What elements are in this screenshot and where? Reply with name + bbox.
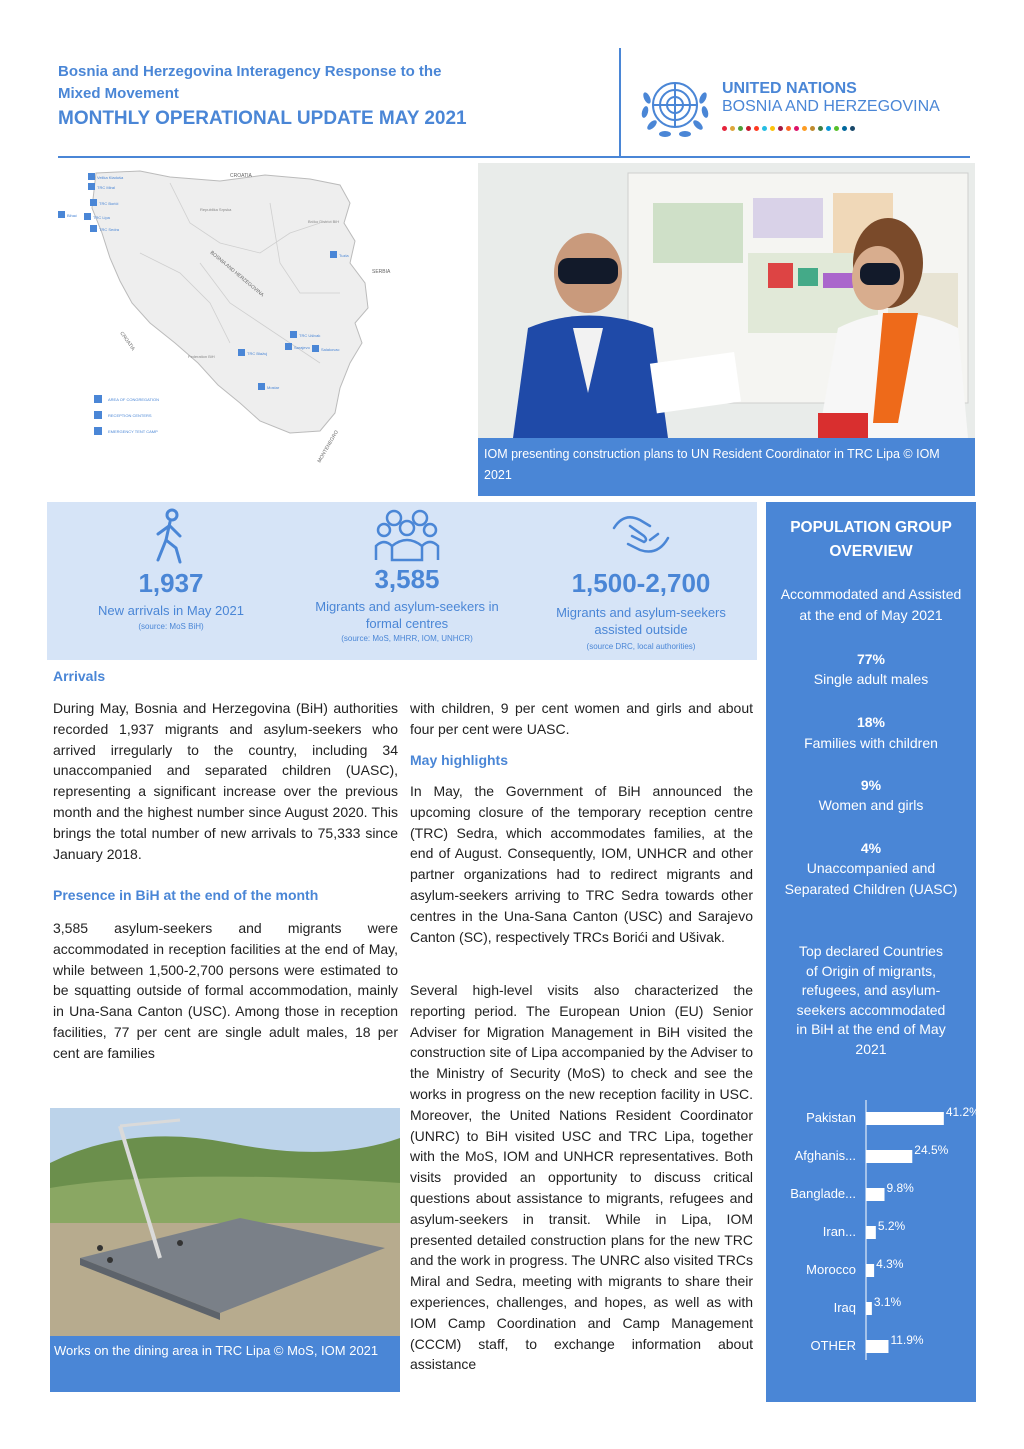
stat-assisted-outside-source: (source DRC, local authorities)	[586, 642, 696, 651]
heading-highlights: May highlights	[410, 752, 508, 768]
stat-new-arrivals-source: (source: MoS BiH)	[138, 622, 204, 631]
group-label-single-males: Single adult males	[813, 671, 929, 687]
map-site-label: Velika Kladuša	[97, 175, 124, 180]
map-site-marker	[258, 383, 265, 390]
sdg-dot	[770, 126, 775, 131]
photo-dining-area-works	[50, 1108, 400, 1336]
chart-value-label: 9.8%	[886, 1181, 914, 1195]
walking-person-icon	[148, 508, 194, 564]
map-site-label: Mostar	[267, 385, 280, 390]
stat-formal-centres-value: 3,585	[374, 564, 440, 594]
map-label-montenegro: MONTENEGRO	[316, 429, 340, 464]
key-figures-band	[47, 502, 757, 660]
bih-map	[50, 163, 470, 493]
photo-iom-presentation	[478, 163, 975, 438]
page-title: MONTHLY OPERATIONAL UPDATE MAY 2021	[58, 108, 467, 129]
chart-value-label: 11.9%	[890, 1333, 924, 1347]
countries-of-origin-bar-chart	[766, 1092, 980, 1362]
heading-arrivals: Arrivals	[53, 668, 106, 684]
sdg-dot	[738, 126, 743, 131]
chart-category-label: Morocco	[806, 1262, 856, 1277]
map-site-label: Bihać	[67, 213, 78, 218]
map-site-label: TRC Miral	[97, 185, 115, 190]
group-pct-women-girls: 9%	[860, 777, 882, 793]
group-label-women-girls: Women and girls	[818, 797, 924, 813]
chart-value-label: 24.5%	[914, 1143, 949, 1157]
chart-bar	[866, 1302, 872, 1315]
chart-category-label: Banglade...	[790, 1186, 856, 1201]
sdg-dot	[762, 126, 767, 131]
top-countries-title: Top declared Countries of Origin of migrants, refugees, and asylum-seekers accommodated in BiH at the end of May 2021	[796, 943, 946, 1057]
map-site-label: TRC Sedra	[99, 227, 120, 232]
map-site-marker	[88, 173, 95, 180]
header-rule	[58, 156, 970, 158]
sdg-dot	[746, 126, 751, 131]
map-site-label: Tuzla	[339, 253, 349, 258]
sdg-dot	[826, 126, 831, 131]
presence-continued-paragraph: with children, 9 per cent women and girls and about four per cent were UASC.	[410, 700, 753, 737]
heading-presence: Presence in BiH at the end of the month	[53, 887, 319, 903]
chart-bar	[866, 1112, 944, 1125]
stat-new-arrivals-label: New arrivals in May 2021	[98, 603, 244, 618]
map-label-croatia-n: CROATIA	[230, 173, 252, 179]
stat-formal-centres-label: Migrants and asylum-seekers in formal centres	[315, 599, 499, 631]
photo-caption-2: Works on the dining area in TRC Lipa © MoS, IOM 2021	[50, 1336, 400, 1392]
sdg-dot	[722, 126, 727, 131]
group-label-uasc: Unaccompanied and Separated Children (UASC)	[784, 860, 958, 897]
map-site-label: Sarajevo	[294, 345, 310, 350]
chart-category-label: Iraq	[833, 1300, 856, 1315]
report-org-line-1: Bosnia and Herzegovina Interagency Response to the	[58, 63, 442, 80]
chart-category-label: Iran...	[822, 1224, 856, 1239]
chart-value-label: 5.2%	[877, 1219, 906, 1233]
chart-bar	[866, 1340, 888, 1353]
map-site-marker	[290, 331, 297, 338]
sdg-dot	[818, 126, 823, 131]
legend-swatch-congregation	[94, 395, 102, 403]
map-site-marker	[285, 343, 292, 350]
map-site-marker	[88, 183, 95, 190]
highlights-paragraph-2: Several high-level visits also characterized the reporting period. The European Union (EU) Senior Adviser for Migration Management in BiH visited the construction site of Lipa accompanied by the Adviser to the Ministry of Security (MoS) to check and see the works in progress on the new reception facility in USC. Moreover, the United Nations Resident Coordinator (UNRC) to BiH visited USC and TRC Lipa, together with the MoS, IOM and UNHCR representatives. Both visits provided an opportunity to discuss critical questions about assistance to migrants, refugees and asylum-seekers in transit. While in Lipa, IOM presented detailed construction plans for the new TRC and the work in progress. The UNRC also visited TRCs Miral and Sedra, meeting with migrants to share their experiences, challenges, and hopes, as well as with IOM Camp Coordination and Camp Management (CCCM) staff, to exchange information about assistance	[410, 982, 753, 1373]
sidebar-subtitle: Accommodated and Assisted at the end of May 2021	[780, 586, 962, 623]
sdg-dot	[842, 126, 847, 131]
group-label-families: Families with children	[804, 735, 938, 751]
photo-caption-1: IOM presenting construction plans to UN Resident Coordinator in TRC Lipa © IOM 2021	[478, 438, 975, 496]
group-pct-uasc: 4%	[860, 840, 882, 856]
report-org-line-2: Mixed Movement	[58, 85, 179, 102]
map-site-label: TRC Ušivak	[299, 333, 321, 338]
map-site-marker	[312, 345, 319, 352]
legend-reception: RECEPTION CENTERS	[108, 413, 152, 418]
stat-formal-centres-source: (source: MoS, MHRR, IOM, UNHCR)	[341, 634, 473, 643]
highlights-paragraph-1: In May, the Government of BiH announced the upcoming closure of the temporary reception centre (TRC) Sedra, which accommodates families, at the end of August. Consequently, IOM, UNHCR and other partner organizations had to redirect migrants and asylum-seekers arriving to TRC Sedra towards other centres in the Una-Sana Canton (USC) and Sarajevo Canton (SC), respectively TRCs Borići and Ušivak.	[410, 783, 753, 945]
sdg-dot	[850, 126, 855, 131]
sdg-dot	[786, 126, 791, 131]
presence-paragraph: 3,585 asylum-seekers and migrants were accommodated in reception facilities at the end of May, while between 1,500-2,700 persons were estimated to be squatting outside of formal accommodation, mainly in Una-Sana Canton (USC). Among those in reception facilities, 77 per cent are single adult males, 18 per cent are families	[53, 920, 398, 1061]
chart-bar	[866, 1188, 885, 1201]
legend-swatch-reception	[94, 411, 102, 419]
map-label-serbia: SERBIA	[372, 269, 391, 275]
arrivals-paragraph: During May, Bosnia and Herzegovina (BiH) authorities recorded 1,937 migrants and asylum-seekers who arrived irregularly to the country, including 34 unaccompanied and separated children (UASC), representing a significant increase over the previous month and the highest number since August 2020. This brings the total number of new arrivals to 75,333 since January 2018.	[53, 700, 398, 862]
map-legend	[94, 395, 159, 435]
chart-category-label: Pakistan	[806, 1110, 856, 1125]
sdg-dot	[730, 126, 735, 131]
sdg-dot	[834, 126, 839, 131]
map-site-marker	[90, 225, 97, 232]
map-site-marker	[90, 199, 97, 206]
chart-bar	[866, 1226, 876, 1239]
map-site-label: TRC Borići	[99, 201, 119, 206]
org-name-line-1: UNITED NATIONS	[722, 80, 857, 97]
sdg-color-dots	[722, 126, 855, 131]
chart-category-label: OTHER	[810, 1338, 856, 1353]
map-site-marker	[238, 349, 245, 356]
sdg-dot	[778, 126, 783, 131]
org-name-line-2: BOSNIA AND HERZEGOVINA	[722, 98, 940, 115]
map-site-marker	[58, 211, 65, 218]
sidebar-title: POPULATION GROUP OVERVIEW	[790, 519, 952, 560]
chart-value-label: 4.3%	[876, 1257, 904, 1271]
sdg-dot	[794, 126, 799, 131]
population-sidebar	[766, 502, 980, 1402]
stat-assisted-outside-label: Migrants and asylum-seekers assisted outside	[556, 605, 726, 637]
map-label-rs: Republika Srpska	[200, 207, 232, 212]
map-site-marker	[84, 213, 91, 220]
sdg-dot	[802, 126, 807, 131]
group-people-icon	[372, 506, 442, 562]
map-label-croatia-w: CROATIA	[118, 330, 136, 353]
chart-category-label: Afghanis...	[794, 1148, 856, 1163]
group-pct-families: 18%	[856, 714, 886, 730]
legend-tent: EMERGENCY TENT CAMP	[108, 429, 158, 434]
legend-congregation: AREA OF CONGREGATION	[108, 397, 160, 402]
map-site-label: Salakovac	[321, 347, 340, 352]
stat-assisted-outside-value: 1,500-2,700	[571, 568, 711, 598]
sdg-dot	[754, 126, 759, 131]
map-site-label: TRC Blažuj	[247, 351, 268, 356]
chart-value-label: 41.2%	[945, 1105, 980, 1119]
legend-swatch-tent	[94, 427, 102, 435]
chart-bar	[866, 1150, 912, 1163]
map-site-label: TRC Lipa	[93, 215, 110, 220]
map-label-bih: BOSNIA AND HERZEGOVINA	[208, 249, 265, 299]
map-label-fbih: Federation BiH	[188, 354, 215, 359]
un-emblem-icon	[637, 72, 713, 142]
group-pct-single-males: 77%	[856, 651, 886, 667]
sdg-dot	[810, 126, 815, 131]
map-site-marker	[330, 251, 337, 258]
map-label-brcko: Brčko District BiH	[308, 219, 340, 224]
stat-new-arrivals-value: 1,937	[138, 568, 204, 598]
chart-bar	[866, 1264, 874, 1277]
chart-value-label: 3.1%	[873, 1295, 902, 1309]
helping-hands-icon	[610, 506, 672, 562]
header-divider	[619, 48, 621, 156]
